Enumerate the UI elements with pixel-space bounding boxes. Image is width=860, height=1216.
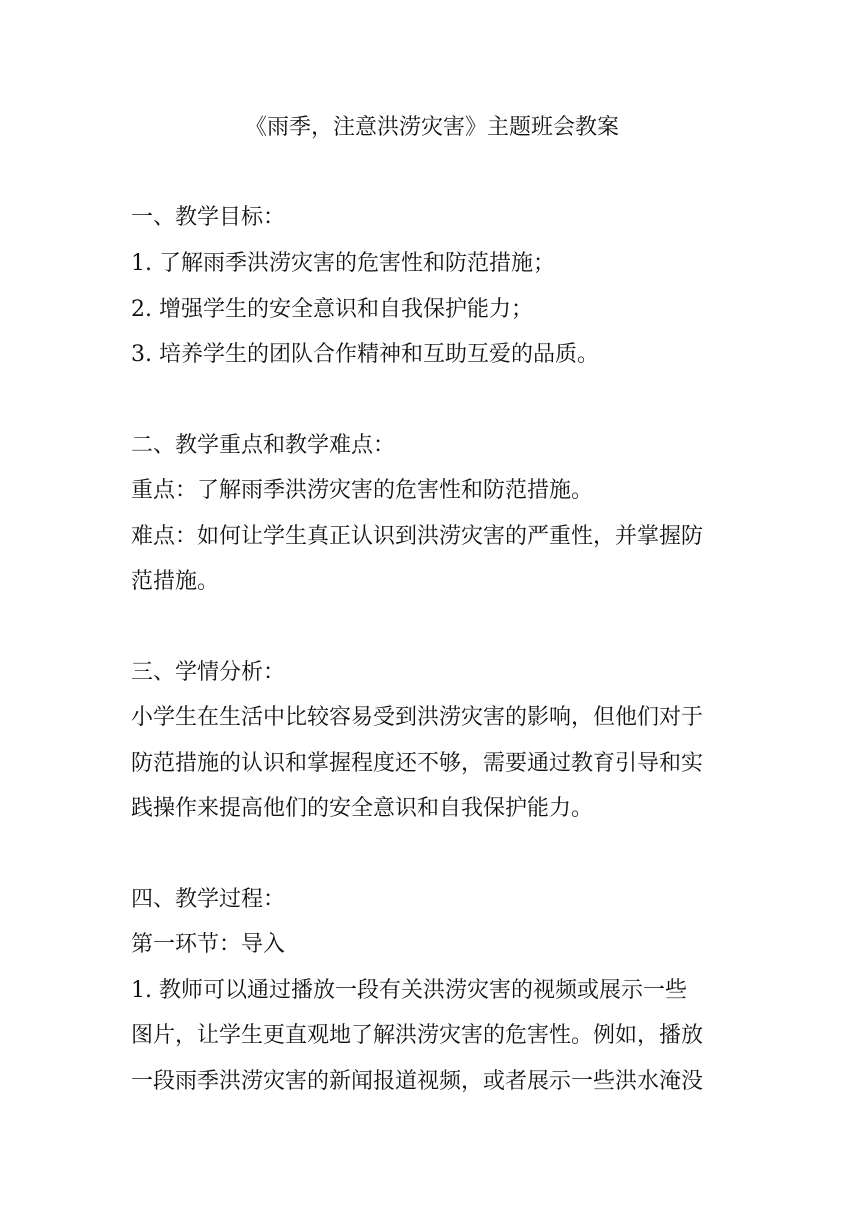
analysis-line-3: 践操作来提高他们的安全意识和自我保护能力。 bbox=[131, 796, 594, 821]
process-subheading: 第一环节：导入 bbox=[131, 932, 286, 957]
objective-line-2: 2. 增强学生的安全意识和自我保护能力； bbox=[131, 297, 533, 322]
process-line-1: 1. 教师可以通过播放一段有关洪涝灾害的视频或展示一些 bbox=[131, 978, 687, 1003]
difficulty-line-2: 范措施。 bbox=[131, 569, 220, 594]
process-line-2: 图片，让学生更直观地了解洪涝灾害的危害性。例如，播放 bbox=[131, 1023, 704, 1048]
objective-line-1: 1. 了解雨季洪涝灾害的危害性和防范措施； bbox=[131, 251, 555, 276]
key-point-line: 重点：了解雨季洪涝灾害的危害性和防范措施。 bbox=[131, 478, 594, 503]
section-heading-process: 四、教学过程： bbox=[131, 887, 286, 912]
analysis-line-2: 防范措施的认识和掌握程度还不够，需要通过教育引导和实 bbox=[131, 751, 704, 776]
section-heading-objectives: 一、教学目标： bbox=[131, 205, 286, 230]
difficulty-line-1: 难点：如何让学生真正认识到洪涝灾害的严重性，并掌握防 bbox=[131, 524, 704, 549]
section-heading-key-points: 二、教学重点和教学难点： bbox=[131, 433, 396, 458]
document-page bbox=[131, 0, 733, 1216]
document-title: 《雨季，注意洪涝灾害》主题班会教案 bbox=[244, 115, 619, 140]
process-line-3: 一段雨季洪涝灾害的新闻报道视频，或者展示一些洪水淹没 bbox=[131, 1069, 704, 1094]
analysis-line-1: 小学生在生活中比较容易受到洪涝灾害的影响，但他们对于 bbox=[131, 705, 704, 730]
section-heading-analysis: 三、学情分析： bbox=[131, 660, 286, 685]
objective-line-3: 3. 培养学生的团队合作精神和互助互爱的品质。 bbox=[131, 342, 599, 367]
